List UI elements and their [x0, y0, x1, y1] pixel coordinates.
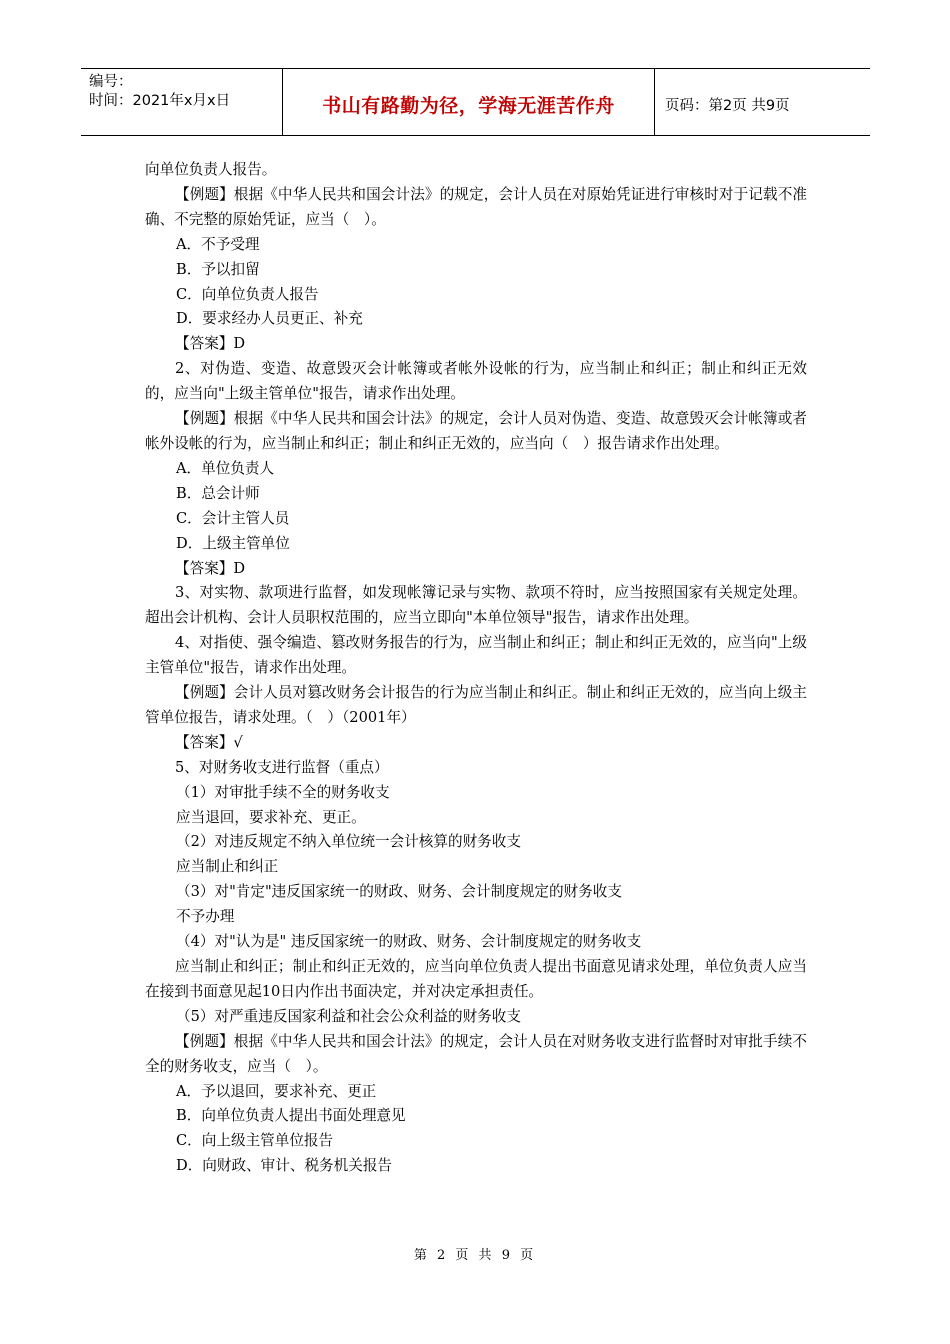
paragraph: A．不予受理 [176, 235, 260, 253]
paragraph: 【例题】会计人员对篡改财务会计报告的行为应当制止和纠正。制止和纠正无效的，应当向上级主管单位报告，请求处理。（ ）（2001年） [145, 684, 807, 726]
paragraph: 【答案】D [175, 559, 246, 577]
paragraph: 【答案】D [175, 335, 246, 353]
header-page-number: 页码：第2页 共9页 [665, 97, 790, 114]
paragraph: C．会计主管人员 [176, 509, 290, 527]
paragraph: 应当制止和纠正；制止和纠正无效的，应当向单位负责人提出书面意见请求处理，单位负责人应当在接到书面意见起10日内作出书面决定，并对决定承担责任。 [145, 958, 807, 1000]
paragraph: 应当退回，要求补充、更正。 [176, 808, 366, 826]
paragraph: 【例题】根据《中华人民共和国会计法》的规定，会计人员在对财务收支进行监督时对审批手续不全的财务收支，应当（ ）。 [145, 1032, 807, 1075]
paragraph: D．要求经办人员更正、补充 [176, 310, 363, 328]
paragraph: 向单位负责人报告。 [145, 161, 277, 178]
paragraph: B．总会计师 [176, 484, 260, 502]
paragraph: D．向财政、审计、税务机关报告 [176, 1157, 393, 1175]
paragraph: （4）对"认为是" 违反国家统一的财政、财务、会计制度规定的财务收支 [176, 933, 642, 951]
paragraph: C．向上级主管单位报告 [176, 1132, 334, 1150]
paragraph: 3、对实物、款项进行监督，如发现帐簿记录与实物、款项不符时，应当按照国家有关规定处理。超出会计机构、会计人员职权范围的，应当立即向"本单位领导"报告，请求作出处理。 [145, 584, 807, 627]
paragraph: D．上级主管单位 [176, 534, 290, 552]
paragraph: A．予以退回，要求补充、更正 [176, 1082, 377, 1100]
page-footer: 第 2 页 共 9 页 [413, 1248, 537, 1263]
paragraph: 应当制止和纠正 [176, 858, 279, 876]
paragraph: A．单位负责人 [176, 459, 275, 477]
header-motto: 书山有路勤为径，学海无涯苦作舟 [283, 69, 655, 135]
paragraph: 不予办理 [176, 908, 235, 926]
paragraph: 4、对指使、强令编造、篡改财务报告的行为，应当制止和纠正；制止和纠正无效的，应当向"上级主管单位"报告，请求作出处理。 [145, 634, 807, 677]
document-body [145, 158, 807, 1179]
paragraph: （5）对严重违反国家利益和社会公众利益的财务收支 [176, 1007, 521, 1025]
paragraph: 【例题】根据《中华人民共和国会计法》的规定，会计人员在对原始凭证进行审核时对于记载不准确、不完整的原始凭证，应当（ ）。 [145, 185, 807, 228]
paragraph: 5、对财务收支进行监督（重点） [175, 758, 389, 776]
paragraph: 【答案】√ [175, 733, 243, 751]
document-date: 时间：2021年x月x日 [89, 93, 231, 109]
page-header [81, 68, 870, 136]
paragraph: 【例题】根据《中华人民共和国会计法》的规定，会计人员对伪造、变造、故意毁灭会计帐簿或者帐外设帐的行为，应当制止和纠正；制止和纠正无效的，应当向（ ）报告请求作出处理。 [145, 410, 807, 452]
paragraph: （3）对"肯定"违反国家统一的财政、财务、会计制度规定的财务收支 [176, 883, 622, 901]
paragraph: 2、对伪造、变造、故意毁灭会计帐簿或者帐外设帐的行为，应当制止和纠正；制止和纠正无效的，应当向"上级主管单位"报告，请求作出处理。 [145, 360, 807, 403]
header-meta [81, 69, 283, 135]
document-number-label: 编号： [89, 74, 133, 90]
paragraph: B．向单位负责人提出书面处理意见 [176, 1107, 406, 1125]
paragraph: （1）对审批手续不全的财务收支 [176, 783, 390, 801]
paragraph: B．予以扣留 [176, 260, 260, 278]
paragraph: （2）对违反规定不纳入单位统一会计核算的财务收支 [176, 833, 521, 851]
paragraph: C．向单位负责人报告 [176, 285, 319, 303]
